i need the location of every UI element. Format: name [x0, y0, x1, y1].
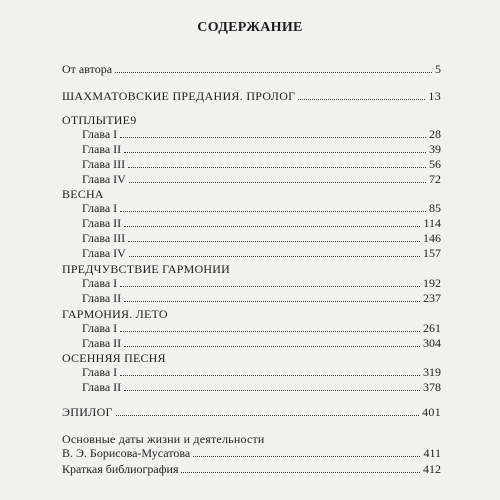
toc-entry-from-author [62, 60, 441, 76]
leader-dots [129, 256, 420, 257]
leader-dots [120, 375, 420, 376]
chapter-label: Глава II [82, 142, 122, 156]
leader-dots [124, 346, 420, 347]
section-heading: ОСЕННЯЯ ПЕСНЯ [62, 351, 166, 365]
page-title: СОДЕРЖАНИЕ [197, 20, 303, 35]
leader-dots [193, 456, 420, 457]
toc-page-number: 411 [423, 446, 441, 460]
toc-chapter-entry [82, 199, 441, 215]
toc-entry-label: ЭПИЛОГ [62, 405, 113, 419]
chapter-label: Глава IV [82, 246, 126, 260]
toc-page-number: 237 [423, 291, 441, 305]
chapter-label: Глава IV [82, 172, 126, 186]
section-heading: ПРЕДЧУВСТВИЕ ГАРМОНИИ [62, 262, 230, 276]
leader-dots [124, 152, 426, 153]
toc-page-number: 13 [428, 89, 441, 103]
toc-chapter-entry [82, 155, 441, 171]
toc-page-number: 39 [429, 142, 441, 156]
leader-dots [124, 390, 420, 391]
leader-dots [120, 286, 420, 287]
toc-page-number: 72 [429, 172, 441, 186]
section-heading: ГАРМОНИЯ. ЛЕТО [62, 307, 168, 321]
toc-page-number: 378 [423, 380, 441, 394]
toc-entry-dates-line1: Основные даты жизни и деятельности [62, 432, 265, 446]
toc-entry-prologue [62, 87, 441, 103]
leader-dots [298, 99, 425, 100]
toc-page-number: 192 [423, 276, 441, 290]
toc-chapter-entry [82, 319, 441, 335]
toc-entry-label: От автора [62, 62, 113, 76]
toc-page-number: 412 [423, 462, 441, 476]
toc-chapter-entry [82, 274, 441, 290]
leader-dots [116, 415, 419, 416]
section-heading: ВЕСНА [62, 187, 104, 201]
toc-page-number: 114 [423, 216, 441, 230]
chapter-label: Глава I [82, 321, 118, 335]
toc-entry-label: Краткая библиография [62, 462, 179, 476]
leader-dots [115, 72, 432, 73]
toc-chapter-entry [82, 334, 441, 350]
toc-chapter-entry [82, 140, 441, 156]
section-heading: ОТПЛЫТИЕ9 [62, 113, 137, 127]
chapter-label: Глава II [82, 336, 122, 350]
leader-dots [124, 301, 420, 302]
toc-page-number: 319 [423, 365, 441, 379]
toc-entry-epilogue [62, 403, 441, 419]
leader-dots [128, 241, 420, 242]
leader-dots [124, 226, 420, 227]
toc-entry-label: В. Э. Борисова-Мусатова [62, 446, 191, 460]
toc-entry-dates [62, 444, 441, 460]
leader-dots [120, 211, 426, 212]
leader-dots [128, 167, 426, 168]
toc-page-number: 5 [435, 62, 441, 76]
toc-page-number: 157 [423, 246, 441, 260]
leader-dots [129, 182, 426, 183]
chapter-label: Глава III [82, 157, 126, 171]
chapter-label: Глава I [82, 201, 118, 215]
chapter-label: Глава III [82, 231, 126, 245]
toc-page-number: 56 [429, 157, 441, 171]
toc-page-number: 28 [429, 127, 441, 141]
chapter-label: Глава I [82, 365, 118, 379]
leader-dots [120, 331, 420, 332]
toc-chapter-entry [82, 214, 441, 230]
chapter-label: Глава II [82, 380, 122, 394]
toc-entry-label: ШАХМАТОВСКИЕ ПРЕДАНИЯ. ПРОЛОГ [62, 89, 296, 103]
toc-entry-bibliography [62, 460, 441, 476]
toc-chapter-entry [82, 289, 441, 305]
toc-chapter-entry [82, 378, 441, 394]
toc-page-number: 85 [429, 201, 441, 215]
toc-chapter-entry [82, 125, 441, 141]
chapter-label: Глава I [82, 276, 118, 290]
toc-page-number: 146 [423, 231, 441, 245]
toc-chapter-entry [82, 363, 441, 379]
leader-dots [181, 472, 420, 473]
toc-page-number: 401 [422, 405, 441, 419]
toc-chapter-entry [82, 244, 441, 260]
toc-chapter-entry [82, 170, 441, 186]
chapter-label: Глава II [82, 216, 122, 230]
toc-chapter-entry [82, 229, 441, 245]
chapter-label: Глава II [82, 291, 122, 305]
toc-page-number: 261 [423, 321, 441, 335]
chapter-label: Глава I [82, 127, 118, 141]
leader-dots [120, 137, 426, 138]
toc-page-number: 304 [423, 336, 441, 350]
